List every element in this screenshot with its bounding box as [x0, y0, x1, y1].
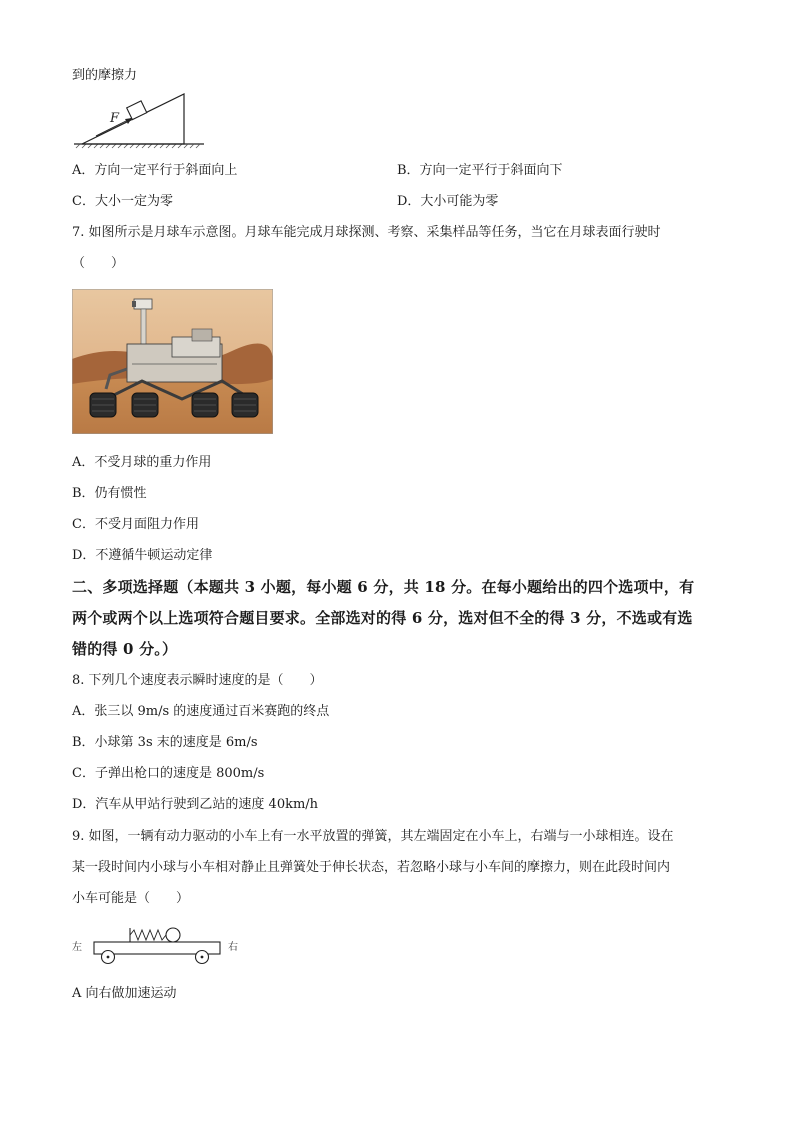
q6-option-c: C．大小一定为零 [72, 194, 173, 209]
q8-option-c: C．子弹出枪口的速度是 800m/s [72, 766, 265, 781]
q7-option-b: B．仍有惯性 [72, 486, 147, 501]
section2-heading-line1: 二、多项选择题（本题共 3 小题，每小题 6 分，共 18 分。在每小题给出的四个选项中，有 [72, 578, 695, 596]
q8-option-a: A．张三以 9m/s 的速度通过百米赛跑的终点 [72, 704, 330, 719]
block-on-incline [127, 101, 147, 120]
q9-stem-line3: 小车可能是（ ） [72, 891, 190, 906]
q7-stem-line1: 7. 如图所示是月球车示意图。月球车能完成月球探测、考察、采集样品等任务，当它在月球表面行驶时 [72, 225, 661, 240]
spring [130, 930, 166, 940]
cart-spring-figure [70, 922, 245, 968]
q8-stem: 8. 下列几个速度表示瞬时速度的是（ ） [72, 673, 323, 688]
section2-heading-line3: 错的得 0 分。） [72, 640, 178, 658]
left-label: 左 [72, 942, 82, 953]
q8-option-d: D．汽车从甲站行驶到乙站的速度 40km/h [72, 797, 319, 812]
q9-stem-line2: 某一段时间内小球与小车相对静止且弹簧处于伸长状态，若忽略小球与小车间的摩擦力，则在此段时间内 [72, 860, 671, 875]
q6-stem-tail: 到的摩擦力 [72, 68, 138, 83]
section2-heading-line2: 两个或两个以上选项符合题目要求。全部选对的得 6 分，选对但不全的得 3 分，不选或有选 [72, 609, 693, 627]
q6-option-a: A．方向一定平行于斜面向上 [72, 163, 238, 178]
q7-option-a: A．不受月球的重力作用 [72, 455, 212, 470]
q7-option-d: D．不遵循牛顿运动定律 [72, 548, 213, 563]
ball [166, 928, 180, 942]
force-label: F [110, 111, 120, 126]
incline-figure [70, 90, 210, 152]
q9-option-a: A 向右做加速运动 [72, 986, 177, 1001]
q6-option-d: D．大小可能为零 [397, 194, 499, 209]
right-label: 右 [228, 942, 238, 953]
q6-option-b: B．方向一定平行于斜面向下 [397, 163, 563, 178]
q8-option-b: B．小球第 3s 末的速度是 6m/s [72, 735, 258, 750]
q9-stem-line1: 9. 如图，一辆有动力驱动的小车上有一水平放置的弹簧，其左端固定在小车上，右端与一小球相连。设在 [72, 829, 674, 844]
q7-option-c: C．不受月面阻力作用 [72, 517, 199, 532]
lunar-rover-image [72, 289, 273, 434]
q7-stem-line2: （ ） [72, 256, 125, 271]
